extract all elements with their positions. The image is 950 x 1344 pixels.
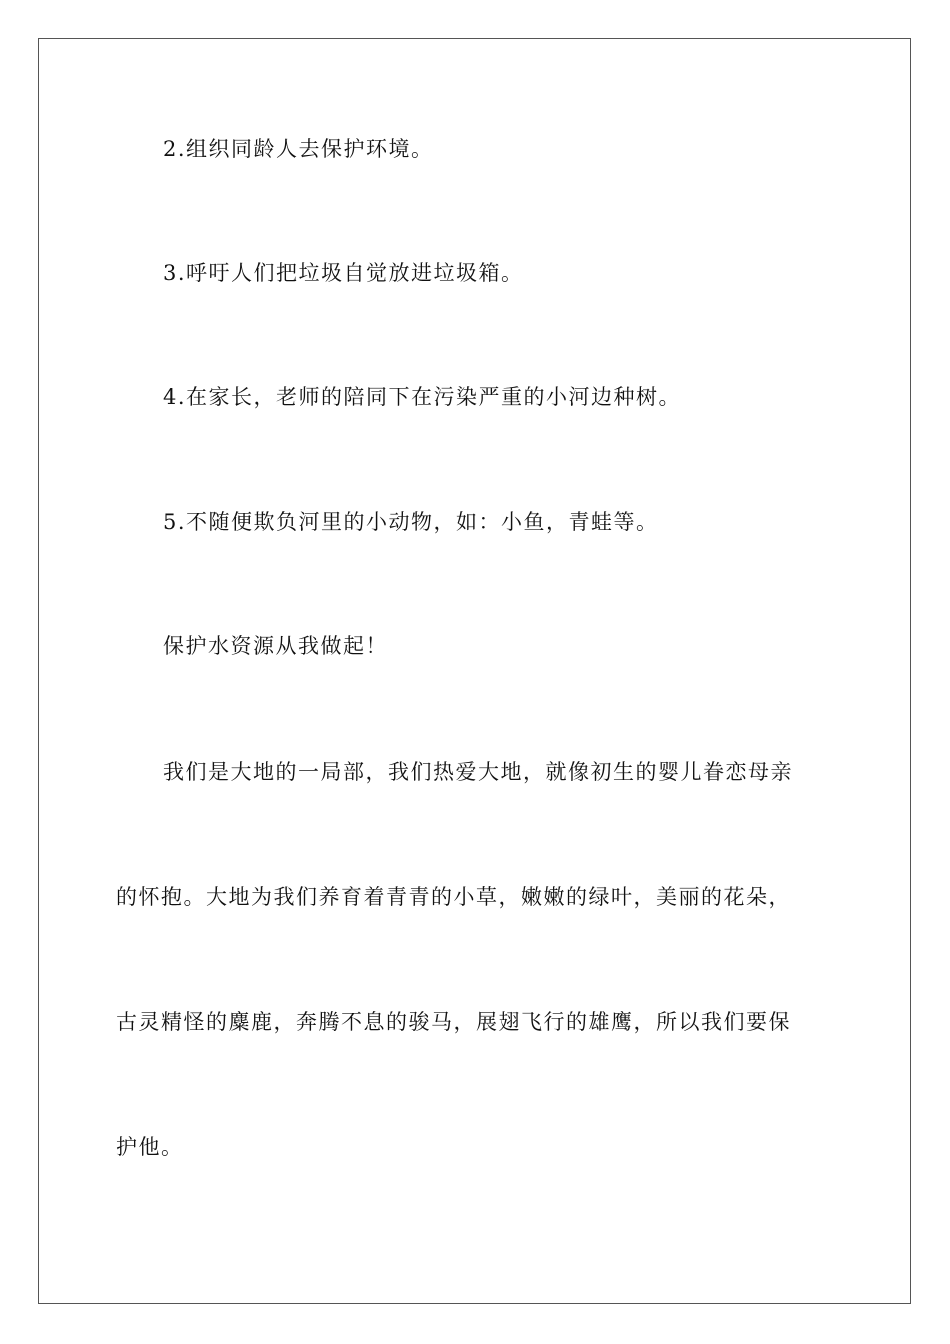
paragraph-line: 护他。: [116, 1135, 184, 1159]
list-item: 5.不随便欺负河里的小动物，如：小鱼，青蛙等。: [163, 510, 659, 534]
paragraph-line: 我们是大地的一局部，我们热爱大地，就像初生的婴儿眷恋母亲: [163, 760, 793, 784]
section-heading: 保护水资源从我做起！: [163, 634, 388, 658]
list-item: 4.在家长，老师的陪同下在污染严重的小河边种树。: [163, 385, 682, 409]
paragraph-line: 的怀抱。大地为我们养育着青青的小草，嫩嫩的绿叶，美丽的花朵，: [116, 885, 791, 909]
page-frame: [38, 38, 911, 1304]
paragraph-line: 古灵精怪的麋鹿，奔腾不息的骏马，展翅飞行的雄鹰，所以我们要保: [116, 1010, 791, 1034]
list-item: 2.组织同龄人去保护环境。: [163, 137, 434, 161]
list-item: 3.呼吁人们把垃圾自觉放进垃圾箱。: [163, 261, 524, 285]
